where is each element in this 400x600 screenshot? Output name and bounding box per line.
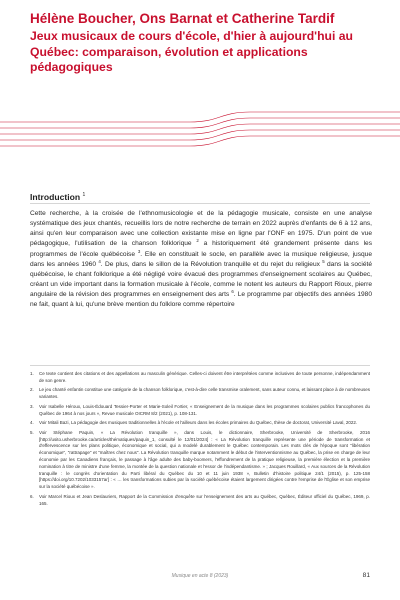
footnote-number: 6. bbox=[30, 493, 34, 499]
footnote bbox=[30, 387, 370, 401]
footnote bbox=[30, 371, 370, 385]
section-heading: Introduction $^1$ bbox=[30, 192, 86, 202]
footnote-ref[interactable]: 6 bbox=[231, 289, 234, 295]
footnote-number: 4. bbox=[30, 420, 34, 426]
music-staff-lines-icon bbox=[0, 100, 400, 180]
footnote-ref[interactable]: 4 bbox=[98, 258, 101, 264]
page-footer bbox=[0, 573, 400, 585]
authors: Hélène Boucher, Ons Barnat et Catherine Tardif bbox=[30, 11, 335, 26]
footnote-text: Voir Stéphane Paquin, « La Révolution tranquille », dans Louis, le dictionnaire, Sherbrooke, Université de Sherbrooke, 2016 [http://usito.usherbrooke.ca/articles/thématiques/paquin_1, consulté le 12/01/2024] : « La Révolution tranquille représente une période de transformation et d'effervescence sur les plans politique, économique et social, qui a modelé durablement le Québec contemporain. Les mots clés de l'époque sont "libération économique", "rattrapage" et "maîtres chez nous". La Révolution tranquille marque notamment le début de l'interventionnisme au Québec, la prise en charge de leur économie par les Canadiens français, le passage à l'âge adulte des baby-boomers, l'effondrement de la pratique religieuse, la première élection et la première nomination à titre de ministre d'une femme, la montée de la question nationale et l'essor de l'indépendantisme. » ; Jacques Rouillard, « Aux sources de la Révolution tranquille : le congrès d'orientation du Parti libéral du Québec du 10 et 11 juin 1938 », Bulletin d'histoire politique 24/1 (2015), p. 125-158 [https://doi.org/10.7202/1033157ar] : « … les transformations subies par la société québécoise étaient largement dirigées contre l'emprise de l'Église et son emprise sur la société québécoise ». bbox=[39, 429, 370, 490]
footnote-ref[interactable]: 5 bbox=[322, 258, 325, 264]
footnote-ref[interactable]: 3 bbox=[137, 248, 141, 254]
page-number: 81 bbox=[362, 572, 370, 579]
divider bbox=[30, 365, 370, 366]
footnote-text: Voir Marcel Rioux et Jean Deslauriers, Rapport de la Commission d'enquête sur l'enseignement des arts au Québec, Québec, Éditeur officiel du Québec, 1969, p. 165. bbox=[39, 493, 370, 506]
journal-name: Musique en acte 8 (2023) bbox=[171, 573, 229, 579]
footnote-number: 1. bbox=[30, 371, 34, 376]
text-run: . De plus, dans le sillon de la Révolution tranquille et du rejet du religieux bbox=[100, 260, 323, 268]
footnote-number: 2. bbox=[30, 387, 34, 393]
footnote-number: 3. bbox=[30, 403, 34, 409]
footnote-text: Voir Isabelle Héroux, Louis-Édouard Tessier-Porter et Marie-Soleil Fortier, « Enseignement de la musique dans les programmes scolaires publics francophones du Québec de 1964 à nos jours », Revue musicale OICRM 8/2 (2021), p. 108-131. bbox=[39, 403, 370, 416]
footnote bbox=[30, 430, 370, 491]
text-run: a historiquement été grandement présente dans les programmes de l'école québécoise bbox=[30, 240, 373, 258]
text-run: dans la société québécoise, le chant folklorique a été négligé voire évacué des programmes d'enseignement scolaires au Québec, créant un vide important dans la formation musicale à l'école, comme le notent les auteurs du Rapport Rioux, pierre angulaire de la révision des programmes en enseignement des arts bbox=[30, 260, 372, 299]
footnote bbox=[30, 420, 370, 427]
footnote-text: Voir Mitali Bazi, La pédagogie des musiques traditionnelles à l'école et l'ailleurs dans les écoles primaires du Québec, thèse de doctorat, Université Laval, 2022. bbox=[39, 420, 358, 426]
footnote bbox=[30, 494, 370, 508]
footnotes bbox=[30, 371, 370, 510]
footnote-text: Le jeu chanté enfantin constitue une catégorie de la chanson folklorique, c'est-à-dire celle transmise oralement, sans auteur connu, et laissant place à de nombreuses variantes. bbox=[39, 387, 370, 400]
footnote-ref[interactable]: 1 bbox=[82, 192, 86, 199]
divider bbox=[30, 203, 370, 204]
article-title: Jeux musicaux de cours d'école, d'hier à aujourd'hui au Québec: comparaison, évolution et applications pédagogiques bbox=[30, 29, 353, 74]
body-paragraph bbox=[30, 209, 372, 311]
text-run: . Elle en constituait le socle, en parallèle avec la musique religieuse, jusque dans les années 1960 bbox=[30, 250, 373, 268]
footnote bbox=[30, 404, 370, 418]
text-run: Cette recherche, à la croisée de l'ethnomusicologie et de la pédagogie musicale, consiste en une analyse systématique des jeux chantés, recueillis lors de notre recherche de terrain en 2022 auprès d'enfants de 6 à 12 ans, ainsi qu'en leur comparaison avec une collection existante mise en ligne par l'ONF en 1975. D'un point de vue pédagogique, l'utilisation de la chanson folklorique bbox=[30, 210, 372, 248]
footnote-ref[interactable]: 2 bbox=[196, 238, 199, 244]
footnote-text: Ce texte contient des citations et des appellations au masculin générique. Celles-ci doivent être interprétées comme inclusives de toute personne, indépendamment de son genre. bbox=[39, 371, 370, 383]
text-run: . Le programme par objectifs des années 1980 ne fait, quant à lui, qu'une brève mention du folklore comme répertoire bbox=[30, 291, 373, 309]
footnote-number: 5. bbox=[30, 429, 34, 435]
